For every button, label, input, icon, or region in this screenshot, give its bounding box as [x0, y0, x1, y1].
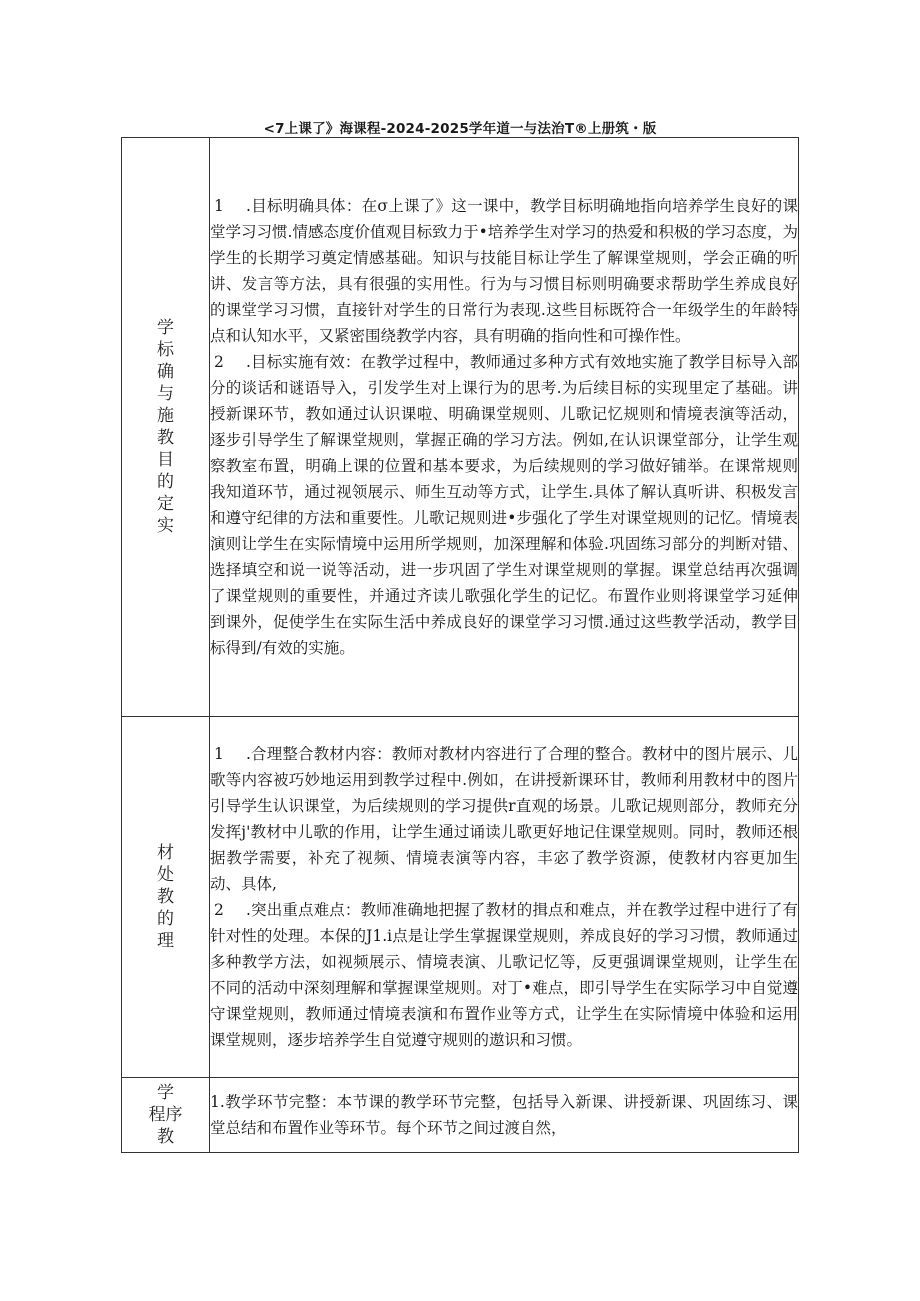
- paragraph-text: .目标实施有效：在教学过程中，教师通过多种方式有效地实施了教学目标导入部分的谈话和谜语导入，引发学生对上课行为的思考.为后续目标的实现里定了基础。讲授新课环节，教如通过认识课啦、明确课堂规则、儿歌记忆规则和情境表演等活动，逐步引导学生了解课堂规则，掌握正确的学习方法。例如,在认识课堂部分，让学生观察教室布置，明确上课的位置和基本要求，为后续规则的学习做好铺举。在课常规则我知道环节，通过视领展示、师生互动等方式，让学生.具体了解认真听讲、积极发言和遵守纪律的方法和重要性。儿歌记规则进•步强化了学生对课堂规则的记忆。情境表演则让学生在实际情境中运用所学规则，加深理解和体验.巩固练习部分的判断对错、选择填空和说一说等活动，进一步巩固了学生对课堂规则的掌握。课堂总结再次强调了课堂规则的重要性，并通过齐读儿歌强化学生的记忆。布置作业则将课堂学习延伸到课外，促使学生在实际生活中养成良好的课堂学习习惯.通过这些教学活动，教学目标得到/有效的实施。: [210, 353, 798, 657]
- label-char: 的: [157, 909, 174, 929]
- label-char: 程序: [148, 1105, 183, 1125]
- label-char: 确: [157, 362, 174, 382]
- paragraph-text: .合理整合教材内容：教师对教材内容进行了合理的整合。教材中的图片展示、儿歌等内容被巧妙地运用到教学过程中.例如，在讲授新课环甘，教师利用教材中的图片引导学生认识课堂，为后续规则的学习提供r直观的场景。儿歌记规则部分，教师充分发挥j'教材中儿歌的作用，让学生通过诵读儿歌更好地记住课堂规则。同时，教师还根据教学需要，补充了视频、情境表演等内容，丰宓了教学资源，使教材内容更加生动、具体,: [210, 745, 798, 893]
- label-char: 教: [157, 1127, 174, 1147]
- label-char: 的: [157, 472, 174, 492]
- label-char: 处: [157, 865, 174, 885]
- paragraph-text: .目标明确具体：在σ上课了》这一课中，教学目标明确地指向培养学生良好的课堂学习习惯.情感态度价值观目标致力于•培养学生对学习的热爱和积极的学习态度，为学生的长期学习奠定情感基础。知识与技能目标让学生了解课堂规则，学会正确的听讲、发言等方法，具有很强的实用性。行为与习惯目标则明确要求帮助学生养成良好的课堂学习习惯，直接针对学生的日常行为表现.这些目标既符合一年级学生的年龄特点和认知水平，又紧密围绕教学内容，具有明确的指向性和可操作性。: [210, 197, 798, 345]
- row-content-process: [210, 1078, 799, 1153]
- evaluation-table: [121, 137, 799, 1153]
- paragraph: [210, 741, 798, 897]
- label-char: 标: [157, 340, 174, 360]
- paragraph-text: 1.教学环节完整：本节课的教学环节完整，包括导入新课、讲授新课、巩固练习、课堂总结和布置作业等环节。每个环节之间过渡自然，: [210, 1093, 798, 1137]
- row-content-objectives: [210, 138, 799, 717]
- label-char: 理: [157, 931, 174, 951]
- table-row-process: [122, 1078, 799, 1153]
- table-row-objectives: [122, 138, 799, 717]
- paragraph-number: 1: [214, 745, 224, 763]
- row-label-process: [122, 1078, 210, 1153]
- label-char: 学: [157, 1083, 174, 1103]
- paragraph-number: 1: [214, 197, 224, 215]
- paragraph-text: .突出重点难点：教师准确地把握了教材的揖点和难点，并在教学过程中进行了有针对性的处理。本保的J1.i点是让学生掌握课堂规则，养成良好的学习习惯，教师通过多种教学方法，如视频展示、情境表演、儿歌记忆等，反更强调课堂规则，让学生在不同的活动中深刻理解和掌握课堂规则。对丁•难点，即引导学生在实际学习中自觉遵守课堂规则，教师通过情境表演和布置作业等方式，让学生在实际情境中体验和运用课堂规则，逐步培养学生自觉遵守规则的遨识和习惯。: [210, 901, 798, 1049]
- label-char: 目: [157, 450, 174, 470]
- label-char: 学: [157, 318, 174, 338]
- paragraph: [210, 349, 798, 661]
- paragraph: [210, 1089, 798, 1141]
- row-content-materials: [210, 717, 799, 1078]
- label-char: 教: [157, 887, 174, 907]
- row-label-objectives: [122, 138, 210, 717]
- row-label-materials: [122, 717, 210, 1078]
- document-title: <7上课了》海课程-2024-2025学年道一与法治T®上册筑・版: [263, 121, 657, 137]
- label-char: 施: [157, 406, 174, 426]
- label-char: 定: [157, 494, 174, 514]
- paragraph-number: 2: [214, 901, 224, 919]
- label-char: 与: [157, 384, 174, 404]
- paragraph: [210, 193, 798, 349]
- label-char: 材: [157, 843, 174, 863]
- paragraph-number: 2: [214, 353, 224, 371]
- label-char: 教: [157, 428, 174, 448]
- paragraph: [210, 897, 798, 1053]
- label-char: 实: [157, 516, 174, 536]
- table-row-materials: [122, 717, 799, 1078]
